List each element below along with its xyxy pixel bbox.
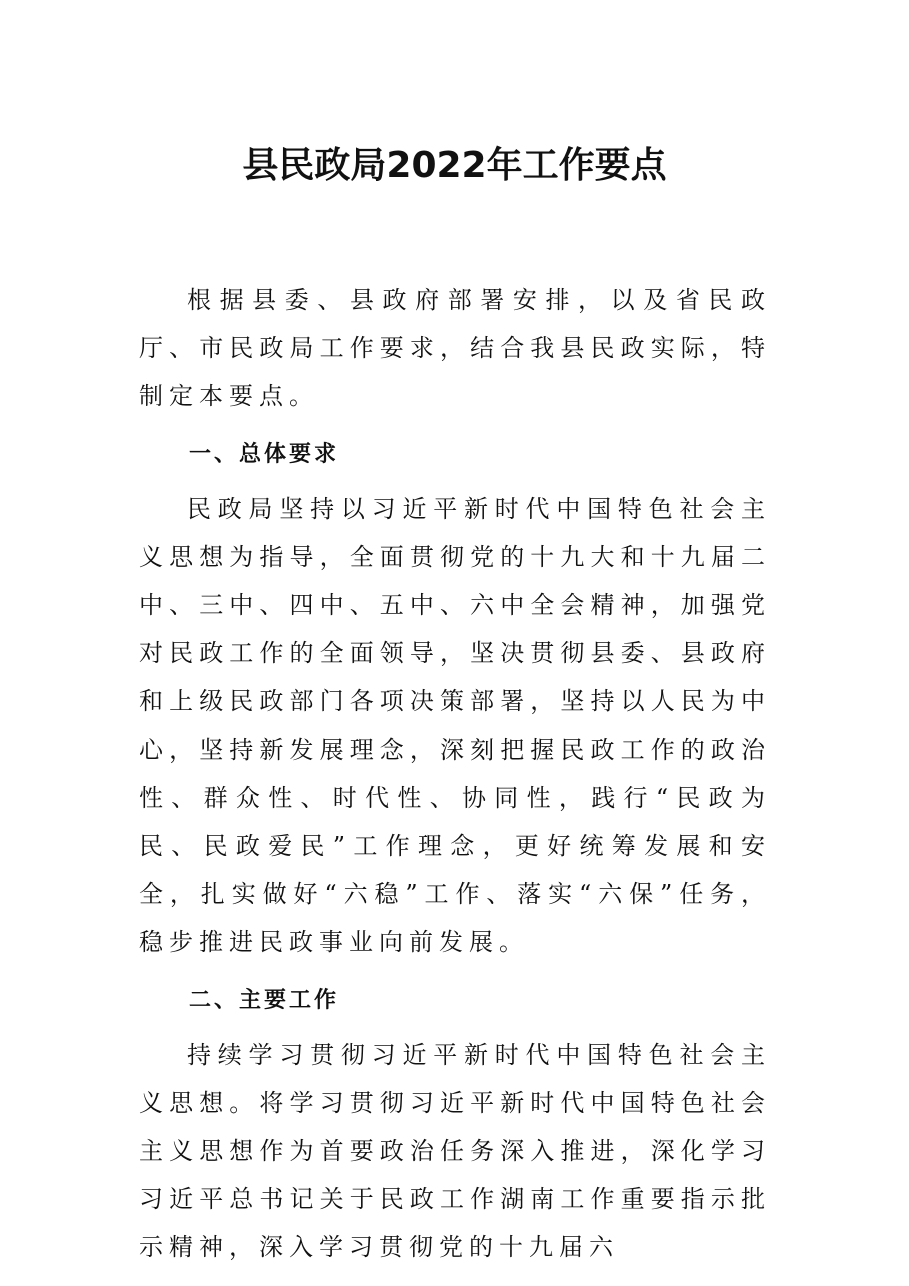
- section-heading-general-requirements: 一、总体要求: [189, 441, 340, 467]
- intro-paragraph: 根据县委、县政府部署安排，以及省民政厅、市民政局工作要求，结合我县民政实际，特制定本要点。: [139, 286, 771, 411]
- main-work-paragraph: 持续学习贯彻习近平新时代中国特色社会主义思想。将学习贯彻习近平新时代中国特色社会主义思想作为首要政治任务深入推进，深化学习习近平总书记关于民政工作湖南工作重要指示批示精神，深入学习贯彻党的十九届六: [139, 1040, 771, 1262]
- document-title: 县民政局2022年工作要点: [242, 145, 667, 186]
- section-heading-main-work: 二、主要工作: [189, 987, 340, 1013]
- document-body: [139, 276, 771, 1272]
- general-requirements-paragraph: 民政局坚持以习近平新时代中国特色社会主义思想为指导，全面贯彻党的十九大和十九届二中、三中、四中、五中、六中全会精神，加强党对民政工作的全面领导，坚决贯彻县委、县政府和上级民政部门各项决策部署，坚持以人民为中心，坚持新发展理念，深刻把握民政工作的政治性、群众性、时代性、协同性，践行“民政为民、民政爱民”工作理念，更好统筹发展和安全，扎实做好“六稳”工作、落实“六保”任务，稳步推进民政事业向前发展。: [139, 494, 771, 957]
